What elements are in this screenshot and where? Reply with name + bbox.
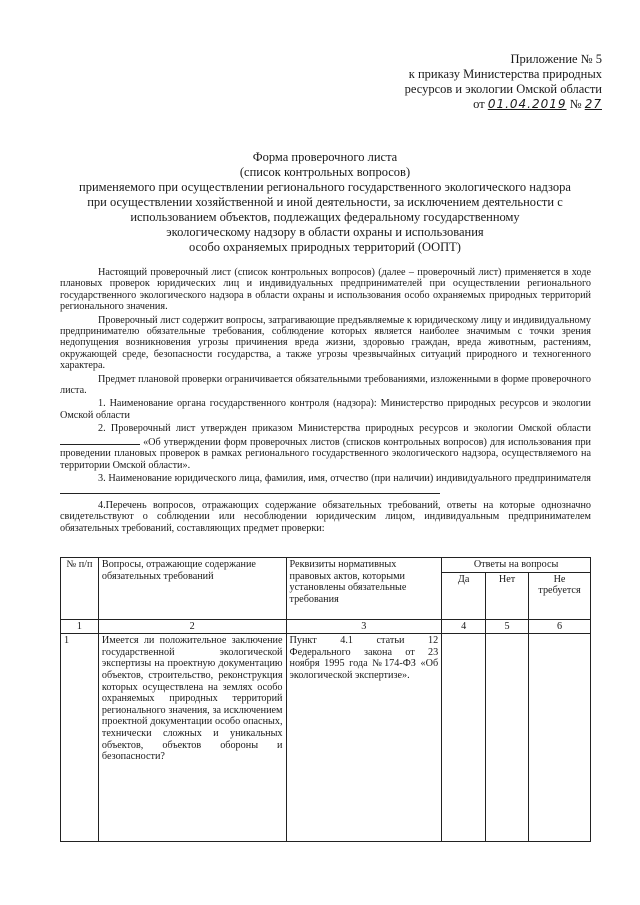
column-number-row xyxy=(61,619,591,634)
header-not-required: Не требуется xyxy=(529,572,591,619)
col-number: 3 xyxy=(286,619,442,634)
header-yes: Да xyxy=(442,572,486,619)
title-line-7: особо охраняемых природных территорий (ООПТ) xyxy=(189,240,461,254)
answer-not-required-cell[interactable] xyxy=(529,634,591,842)
appendix-block xyxy=(382,52,602,112)
handwritten-number: 27 xyxy=(584,97,602,111)
title-line-2: (список контрольных вопросов) xyxy=(239,165,411,179)
title-line-5: использованием объектов, подлежащих федеральному государственному xyxy=(130,210,520,224)
title-line-3: применяемого при осуществлении регионального государственного экологического надзора xyxy=(79,180,571,194)
row-number: 1 xyxy=(61,634,99,842)
answer-yes-cell[interactable] xyxy=(442,634,486,842)
date-prefix: от xyxy=(473,97,485,111)
appendix-ministry-line: ресурсов и экологии Омской области xyxy=(404,82,602,96)
table-row xyxy=(61,634,591,842)
appendix-date-line xyxy=(382,97,602,112)
paragraph-entity xyxy=(60,473,591,498)
appendix-title: Приложение № 5 xyxy=(510,52,602,66)
appendix-order-line: к приказу Министерства природных xyxy=(408,67,602,81)
header-requisites: Реквизиты нормативных правовых актов, которыми установлены обязательные требования xyxy=(286,558,442,620)
entity-text: 3. Наименование юридического лица, фамилия, имя, отчество (при наличии) индивидуального предпринимателя xyxy=(98,472,591,484)
paragraph-authority: 1. Наименование органа государственного контроля (надзора): Министерство природных ресурсов и экологии Омской области xyxy=(60,398,591,421)
col-number: 6 xyxy=(529,619,591,634)
header-num: № п/п xyxy=(61,558,99,620)
paragraph-content: Проверочный лист содержит вопросы, затрагивающие предъявляемые к юридическому лицу и индивидуальному предпринимателю обязательные требования, соблюдение которых является наиболее значимым с точки зрения недопущения возникновения угрозы причинения вреда жизни, здоровью граждан, вреда животным, растениям, окружающей среде, безопасности государства, а также угрозы чрезвычайных ситуаций природного и техногенного характера. xyxy=(60,314,591,372)
checklist-table xyxy=(60,557,591,842)
col-number: 5 xyxy=(486,619,529,634)
header-no: Нет xyxy=(486,572,529,619)
paragraph-purpose: Настоящий проверочный лист (список контрольных вопросов) (далее – проверочный лист) применяется в ходе плановых проверок юридических лиц и индивидуальных предпринимателей при осуществлении регионального государственного экологического надзора в области охраны и использования особо охраняемых природных территорий регионального значения. xyxy=(60,267,591,313)
answer-no-cell[interactable] xyxy=(486,634,529,842)
paragraph-subject: Предмет плановой проверки ограничивается обязательными требованиями, изложенными в форме проверочного листа. xyxy=(60,373,591,397)
header-answers: Ответы на вопросы xyxy=(442,558,591,573)
row-requisite: Пункт 4.1 статьи 12 Федерального закона от 23 ноября 1995 года №174-ФЗ «Об экологической экспертизе». xyxy=(286,634,442,842)
entity-blank-line xyxy=(60,484,440,494)
paragraph-approval xyxy=(60,423,591,471)
approval-blank-line xyxy=(60,435,140,445)
approval-rest: «Об утверждении форм проверочных листов (списков контрольных вопросов) для использования при проведении плановых проверок в рамках регионального государственного экологического надзора, осуществляемого на территории Омской области». xyxy=(60,436,592,471)
title-line-6: экологическому надзору в области охраны и использования xyxy=(166,225,484,239)
body-text xyxy=(60,267,591,536)
title-line-4: при осуществлении хозяйственной и иной деятельности, за исключением деятельности с xyxy=(87,195,563,209)
header-row xyxy=(61,558,591,573)
col-number: 2 xyxy=(98,619,286,634)
paragraph-list: 4.Перечень вопросов, отражающих содержание обязательных требований, ответы на которые однозначно свидетельствуют о соблюдении или несоблюдении юридическим лицом, индивидуальным предпринимателем обязательных требований, составляющих предмет проверки: xyxy=(60,499,591,534)
handwritten-date: 01.04.2019 xyxy=(487,97,567,111)
header-questions: Вопросы, отражающие содержание обязательных требований xyxy=(98,558,286,620)
document-title xyxy=(70,150,580,255)
number-label: № xyxy=(569,97,582,111)
col-number: 4 xyxy=(442,619,486,634)
col-number: 1 xyxy=(61,619,99,634)
approval-text: 2. Проверочный лист утвержден приказом Министерства природных ресурсов и экологии Омской области xyxy=(98,423,591,435)
row-question: Имеется ли положительное заключение государственной экологической экспертизы на проектную документацию объектов, строительство, реконструкция которых осуществлена на землях особо охраняемых природных территорий регионального значения, за исключением проектной документации особо опасных, технически сложных и уникальных объектов, объектов обороны и безопасности? xyxy=(98,634,286,842)
title-line-1: Форма проверочного листа xyxy=(252,150,398,164)
